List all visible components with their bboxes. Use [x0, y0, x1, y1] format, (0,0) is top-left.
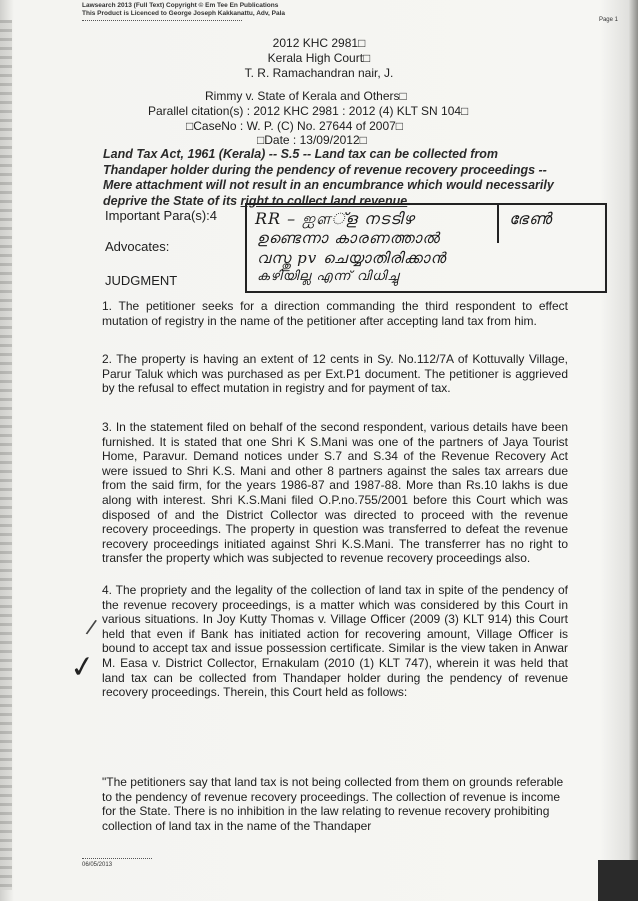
scan-right-edge [628, 0, 638, 901]
handwritten-note-line-2: ഉണ്ടെന്നാ കാരണത്താൽ [257, 229, 440, 247]
paragraph-4: 4. The propriety and the legality of the collection of land tax in spite of the pendency of the revenue recovery proceedings, is a matter which was considered by this Court in various situations. In Joy Kutty Thomas v. Village Officer (2009 (3) KLT 914) this Court held that even if Bank has initiated action for recovering amount, Village Officer is bound to accept tax and issue possession certificate. Similar is the view taken in Anwar M. Easa v. District Collector, Ernakulam (2010 (1) KLT 747), wherein it was held that land tax can be collected from Thandaper holder during the pendency of revenue recovery proceedings. Therein, this Court held as follows: [102, 583, 568, 700]
scan-corner-shadow [598, 860, 638, 901]
paragraph-2: 2. The property is having an extent of 12 cents in Sy. No.112/7A of Kottuvally Village, Parur Taluk which was purchased as per Ext.P1 document. The petitioner is aggrieved by the refusal to effect mutation in registry and for payment of tax. [102, 352, 568, 396]
important-paras-label: Important Para(s):4 [105, 208, 217, 223]
court-name: Kerala High Court□ [267, 51, 371, 65]
judge-name: T. R. Ramachandran nair, J. [244, 66, 394, 80]
footer-date: 06/05/2013 [82, 862, 113, 868]
handwritten-note-box [245, 203, 607, 293]
handwritten-note-line-3: വസ്തു pv ചെയ്യാതിരിക്കാൻ [257, 249, 447, 267]
block-quote: "The petitioners say that land tax is not being collected from them on grounds referable to the pendency of revenue recovery proceedings. The collection of revenue is income for the State. There is no inhibition in the law relating to revenue recovery prohibiting collection of land tax in the name of the Thandaper [102, 775, 564, 833]
scan-left-edge [0, 20, 12, 890]
citation-title: 2012 KHC 2981□ [272, 36, 366, 50]
case-date: □Date : 13/09/2012□ [257, 133, 367, 147]
publisher-line-1: Lawsearch 2013 (Full Text) Copyright © Em Tee En Publications [82, 2, 279, 9]
paragraph-1: 1. The petitioner seeks for a direction commanding the third respondent to effect mutation of registry in the name of the petitioner after accepting land tax from him. [102, 299, 568, 328]
judgment-heading: JUDGMENT [105, 273, 178, 288]
headnote [103, 147, 563, 209]
headnote-underlined: right to collect land revenue [240, 193, 408, 208]
header-rule [82, 20, 242, 21]
handwritten-note-line-1: RR – ஐள്ള നട‌ടിഴ [255, 209, 415, 228]
handwritten-check-mark: ✓ [67, 649, 98, 686]
case-number: □CaseNo : W. P. (C) No. 27644 of 2007□ [186, 119, 404, 133]
publisher-header [82, 2, 285, 18]
advocates-label: Advocates: [105, 239, 170, 254]
case-parties: Rimmy v. State of Kerala and Others□ [205, 89, 407, 103]
handwritten-note-line-1b: ഭേൺ [509, 209, 553, 228]
footer-rule [82, 858, 152, 859]
headnote-text: Land Tax Act, 1961 (Kerala) -- S.5 -- Land tax can be collected from Thandaper holder during the pendency of revenue recovery proceedings -- Mere attachment will not result in an encumbrance which would necessarily deprive the State of its [103, 147, 554, 208]
page-number: Page 1 [598, 17, 618, 23]
parallel-citation: Parallel citation(s) : 2012 KHC 2981 : 2012 (4) KLT SN 104□ [148, 104, 469, 118]
note-divider [497, 205, 499, 243]
handwritten-slash-mark: / [84, 614, 99, 641]
paragraph-3: 3. In the statement filed on behalf of the second respondent, various details have been furnished. It is stated that one Shri K S.Mani was one of the partners of Jaya Tourist Home, Paravur. Demand notices under S.7 and S.34 of the Revenue Recovery Act were issued to Shri K.S. Mani and other 8 partners against the sales tax arrears due from the said firm, for the years 1986-87 and 1987-88. More than Rs.10 lakhs is due along with interest. Shri K.S.Mani filed O.P.no.755/2001 before this Court which was disposed of and the District Collector was directed to proceed with the revenue recovery proceedings. The property in question was transferred to defeat the revenue recovery proceedings initiated against Shri K.S.Mani. The transferrer has no right to transfer the property which was subjected to revenue recovery proceedings also. [102, 420, 568, 566]
handwritten-note-line-4: കഴിയില്ല എന്ന് വിധിച്ചു [257, 269, 400, 284]
publisher-line-2: This Product is Licenced to George Joseph Kakkanattu, Adv, Pala [82, 10, 285, 17]
